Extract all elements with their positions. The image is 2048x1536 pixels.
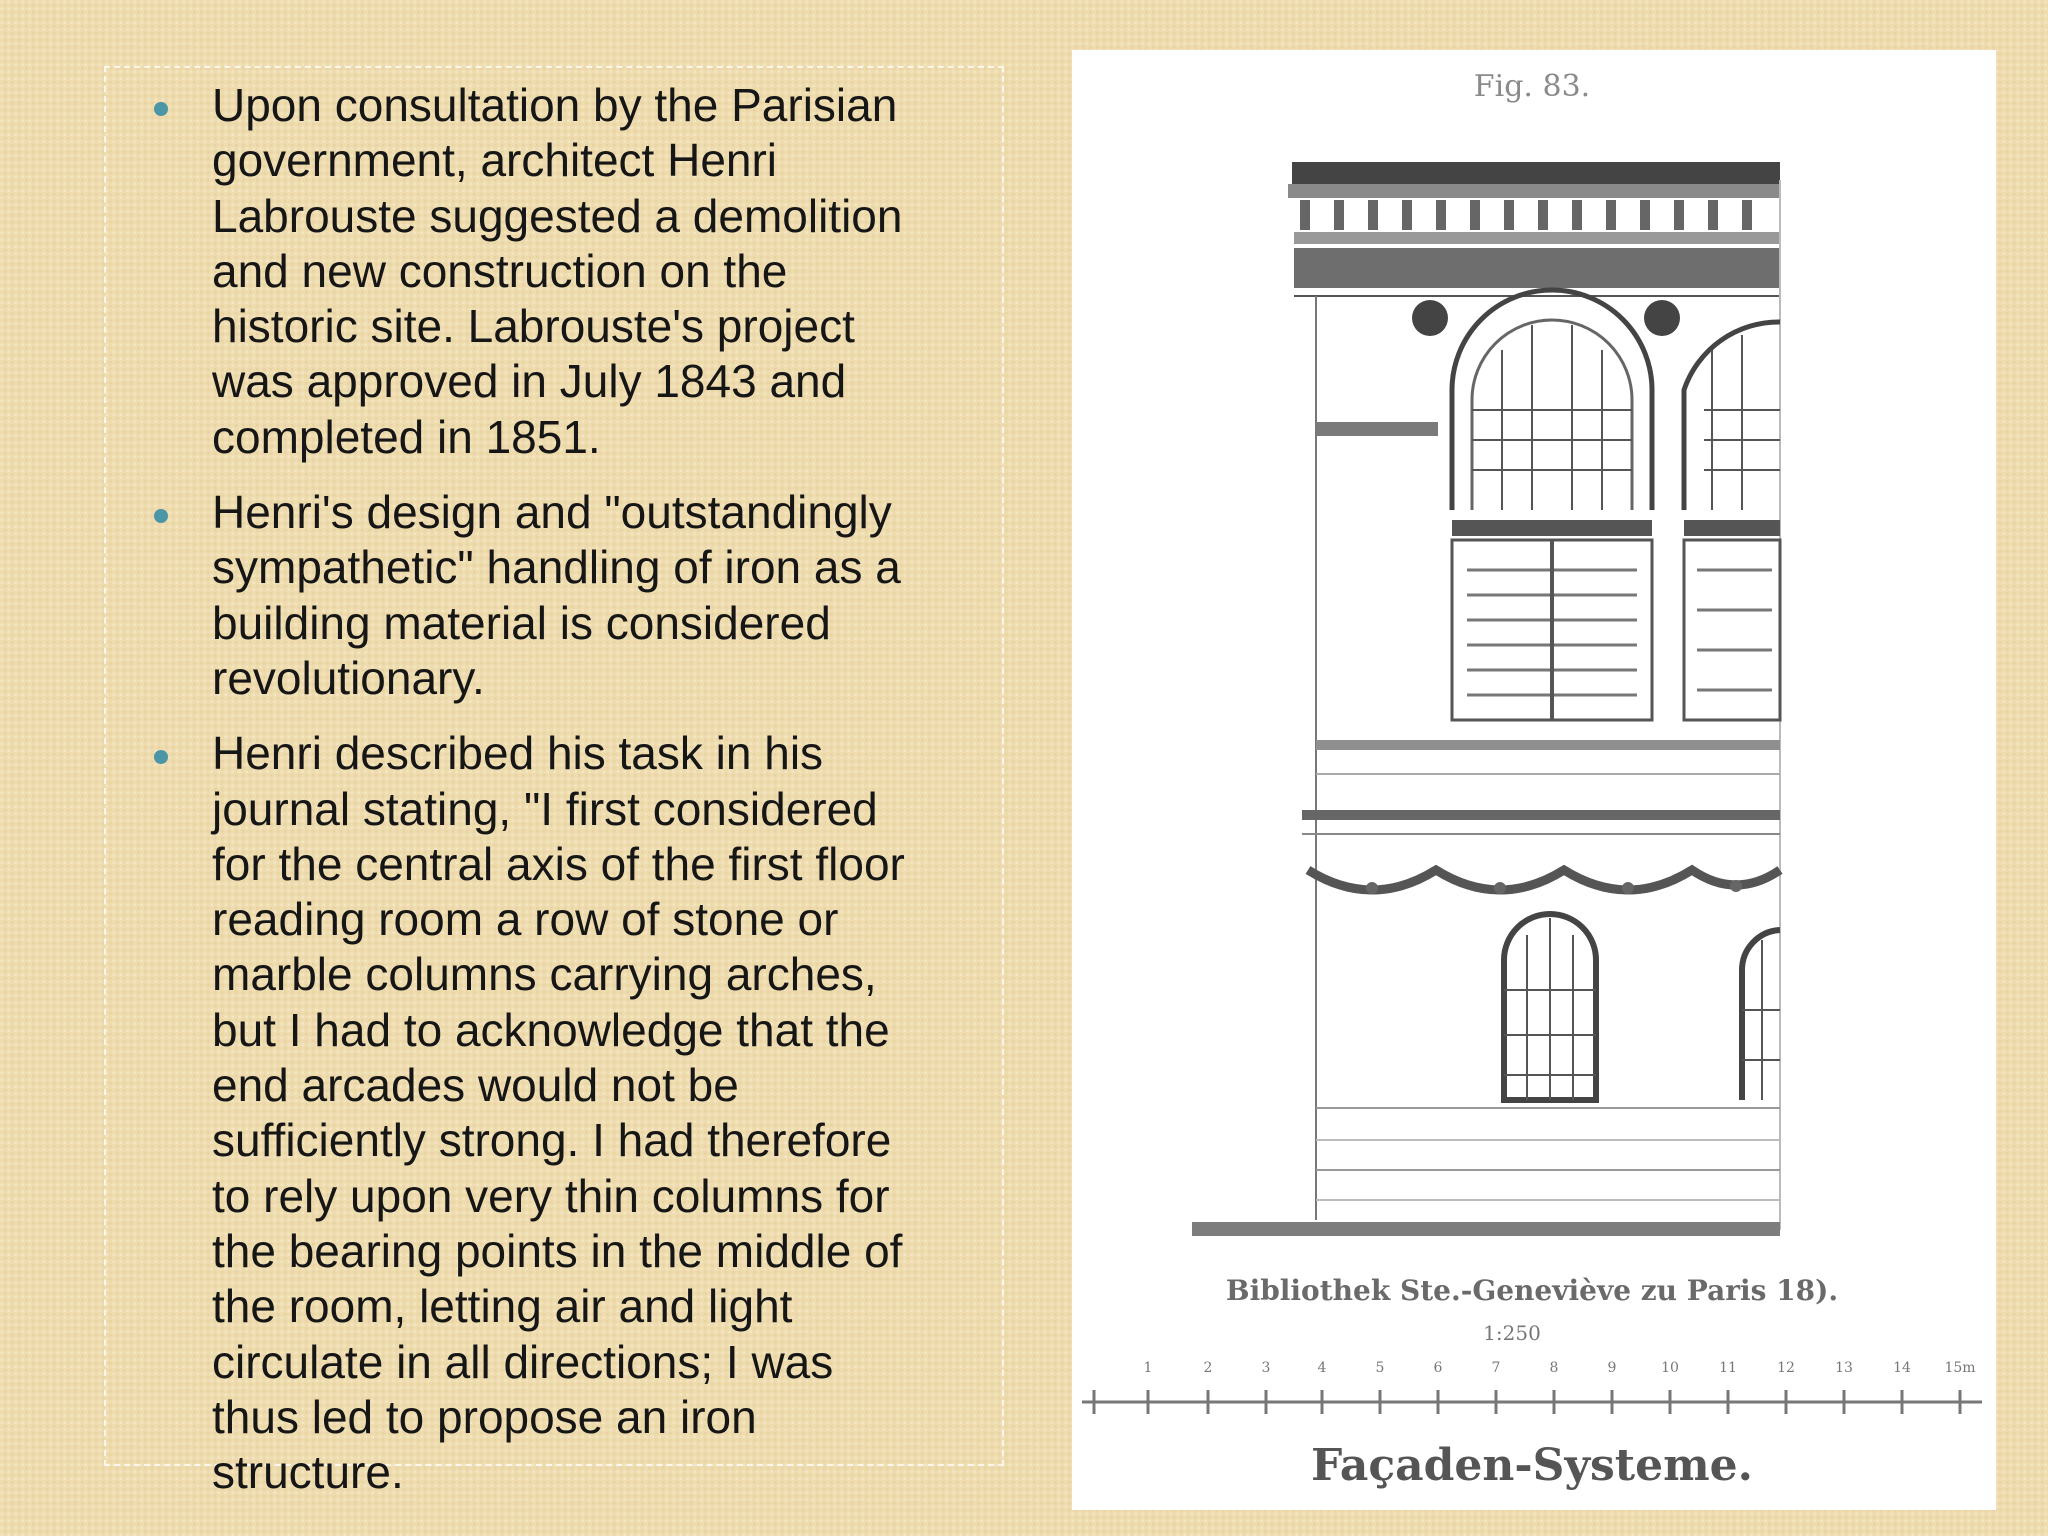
text-line: Labrouste suggested a demolition — [212, 189, 903, 242]
text-line: government, architect Henri — [212, 134, 778, 187]
scale-number: 12 — [1777, 1360, 1795, 1376]
scale-number: 5 — [1375, 1360, 1385, 1376]
bullet-item — [140, 485, 1020, 706]
building-elevation — [1192, 162, 1780, 1236]
text-line: the room, letting air and light — [212, 1280, 793, 1333]
text-line: was approved in July 1843 and — [212, 355, 847, 408]
scale-number: 8 — [1549, 1360, 1559, 1376]
scale-number: 3 — [1261, 1360, 1271, 1376]
bullet-dot-icon — [154, 750, 168, 764]
text-line: Upon consultation by the Parisian — [212, 79, 898, 131]
figure-title: Façaden-Systeme. — [1311, 1440, 1753, 1491]
text-line: marble columns carrying arches, — [212, 948, 877, 1001]
scale-ratio-label: 1:250 — [1483, 1321, 1541, 1345]
text-line: sympathetic" handling of iron as a — [212, 541, 901, 594]
text-line: building material is considered — [212, 596, 831, 649]
facade-figure-panel — [1072, 50, 1996, 1510]
text-line: historic site. Labrouste's project — [212, 300, 855, 353]
text-line: sufficiently strong. I had therefore — [212, 1114, 892, 1167]
scale-number: 13 — [1835, 1360, 1853, 1376]
bullet-dot-icon — [154, 509, 168, 523]
scale-bar — [1082, 1360, 1982, 1414]
text-line: but I had to acknowledge that the — [212, 1003, 890, 1056]
text-line: for the central axis of the first floor — [212, 837, 905, 890]
bullet-text — [212, 726, 1020, 1500]
text-line: to rely upon very thin columns for — [212, 1169, 890, 1222]
scale-number: 15m — [1944, 1360, 1976, 1376]
text-line: revolutionary. — [212, 651, 485, 704]
bullet-item — [140, 78, 1020, 465]
text-line: the bearing points in the middle of — [212, 1224, 903, 1277]
text-line: end arcades would not be — [212, 1059, 739, 1112]
text-line: circulate in all directions; I was — [212, 1335, 834, 1388]
scale-number: 11 — [1719, 1360, 1737, 1376]
scale-number: 9 — [1607, 1360, 1617, 1376]
figure-caption: Bibliothek Ste.-Geneviève zu Paris 18). — [1225, 1274, 1839, 1307]
text-line: completed in 1851. — [212, 410, 601, 463]
bullet-list — [140, 78, 1020, 1520]
text-line: Henri described his task in his — [212, 727, 824, 780]
bullet-item — [140, 726, 1020, 1500]
text-line: journal stating, "I first considered — [212, 782, 878, 835]
bullet-text — [212, 485, 1020, 706]
bullet-text — [212, 78, 1020, 465]
text-line: structure. — [212, 1446, 404, 1499]
text-line: thus led to propose an iron — [212, 1390, 757, 1443]
scale-number: 1 — [1143, 1360, 1153, 1376]
text-line: and new construction on the — [212, 244, 788, 297]
scale-number: 10 — [1661, 1360, 1679, 1376]
facade-drawing — [1072, 50, 1996, 1510]
scale-number: 6 — [1433, 1360, 1443, 1376]
figure-label: Fig. 83. — [1473, 69, 1591, 104]
scale-number: 14 — [1893, 1360, 1911, 1376]
scale-number: 4 — [1317, 1360, 1327, 1376]
text-line: reading room a row of stone or — [212, 893, 839, 946]
text-line: Henri's design and "outstandingly — [212, 486, 892, 539]
bullet-dot-icon — [154, 102, 168, 116]
scale-number: 2 — [1203, 1360, 1213, 1376]
scale-number: 7 — [1491, 1360, 1501, 1376]
